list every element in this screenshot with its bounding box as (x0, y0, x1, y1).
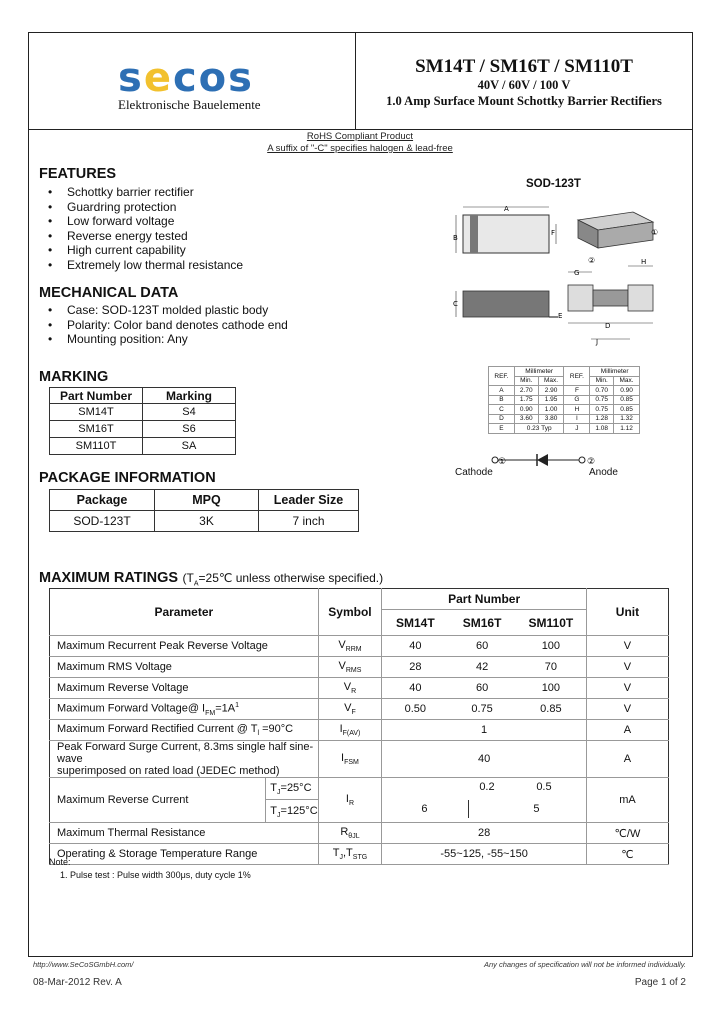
mechanical-list (39, 303, 288, 347)
marking-code: S4 (143, 404, 236, 421)
marking-heading: MARKING (39, 369, 109, 385)
mechanical-item: • Case: SOD-123T molded plastic body (39, 303, 288, 318)
rating-row (50, 636, 669, 657)
dim-cell: 0.70 (590, 386, 614, 396)
dim-cell: F (564, 386, 590, 396)
dim-label-h: H (641, 258, 647, 266)
rating-value: 100 (516, 636, 587, 657)
rating-value: 0.85 (516, 699, 587, 720)
mpq-value: 3K (155, 511, 259, 532)
dim-max: Max. (538, 376, 564, 386)
feature-item: • Guardring protection (39, 200, 243, 215)
rating-value: 42 (448, 657, 516, 678)
reverse-current-row (50, 778, 669, 823)
dim-mm-header: Millimeter (514, 367, 564, 377)
marking-part: SM14T (50, 404, 143, 421)
rating-unit: V (586, 657, 668, 678)
dim-row (489, 424, 640, 434)
rating-value: 40 (382, 636, 449, 657)
ir-125c-b: 5 (533, 802, 540, 815)
marking-part: SM16T (50, 421, 143, 438)
rating-symbol: $V_R$ (318, 678, 382, 699)
dim-cell: I (564, 414, 590, 424)
ratings-header-sm14t: SM14T (382, 610, 449, 636)
anode-label: Anode (589, 467, 618, 478)
dim-cell: 1.12 (614, 424, 640, 434)
rating-param: Maximum Forward Rectified Current @ $T_l =90^\circ C$ (50, 720, 319, 741)
ratings-condition: ($T_A=25℃$ unless otherwise specified.) (182, 571, 384, 588)
package-header-leader-size: Leader Size (259, 490, 359, 511)
ratings-header-parameter: Parameter (50, 589, 319, 636)
pin1-label: ① (651, 228, 659, 237)
dim-label-g: G (574, 269, 580, 277)
dim-cell: 3.80 (538, 414, 564, 424)
dim-cell: 0.90 (614, 386, 640, 396)
dim-cell: 3.60 (514, 414, 538, 424)
rating-symbol: $V_F$ (318, 699, 382, 720)
ir-25c-sm14t-16t: 0.2 (479, 780, 495, 793)
rohs-line-1: RoHS Compliant Product (306, 131, 414, 142)
reverse-current-values (382, 778, 587, 823)
feature-item: • Extremely low thermal resistance (39, 258, 243, 273)
dim-row (489, 405, 640, 415)
header-divider (28, 129, 693, 130)
sym-reverse-current: $I_R$ (318, 778, 382, 823)
rating-unit: V (586, 636, 668, 657)
marking-code: S6 (143, 421, 236, 438)
rating-unit: A (586, 741, 668, 778)
dim-min: Min. (514, 376, 538, 386)
rating-symbol: $V_{RMS}$ (318, 657, 382, 678)
package-table (49, 489, 359, 532)
sym-thermal: $R_{\theta JL}$ (318, 823, 382, 844)
rating-unit: V (586, 678, 668, 699)
dim-label-c: C (453, 300, 458, 308)
dim-cell: 1.95 (538, 395, 564, 405)
diode-symbol (475, 451, 605, 471)
mechanical-item: • Mounting position: Any (39, 332, 288, 347)
marking-code: SA (143, 438, 236, 455)
dim-label-b: B (453, 234, 458, 242)
feature-item: • Schottky barrier rectifier (39, 185, 243, 200)
dim-cell: A (489, 386, 515, 396)
val-temperature: -55~125, -55~150 (382, 844, 587, 865)
dim-cell: J (564, 424, 590, 434)
dim-cell: 2.90 (538, 386, 564, 396)
ratings-header-sm110t: SM110T (516, 610, 587, 636)
dim-cell: 1.28 (590, 414, 614, 424)
product-title: SM14T / SM16T / SM110T (415, 56, 633, 77)
rating-row (50, 678, 669, 699)
feature-item: • Low forward voltage (39, 214, 243, 229)
rohs-line-2: A suffix of "-C" specifies halogen & lead-free (267, 143, 453, 154)
unit-reverse-current: mA (586, 778, 668, 823)
dim-label-f: F (551, 229, 556, 237)
rating-param: Maximum Forward Voltage@ $I_{FM}=1A^1$ (50, 699, 319, 720)
rating-value: 100 (516, 678, 587, 699)
dim-cell: 1.08 (590, 424, 614, 434)
ir-25c-sm110t: 0.5 (536, 780, 552, 793)
rating-row (50, 741, 669, 778)
ir-divider (468, 800, 469, 818)
ratings-heading-line (39, 569, 383, 587)
ratings-header-unit: Unit (586, 589, 668, 636)
rating-value: 0.50 (382, 699, 449, 720)
cathode-label: Cathode (455, 467, 493, 478)
side-view-body (463, 291, 549, 317)
rating-param: Maximum RMS Voltage (50, 657, 319, 678)
val-thermal: 28 (382, 823, 587, 844)
dim-ref-header: REF. (489, 367, 515, 386)
rating-value: 60 (448, 636, 516, 657)
rating-param: Maximum Recurrent Peak Reverse Voltage (50, 636, 319, 657)
marking-row (50, 438, 236, 455)
diode-pin1-label: ① (498, 457, 507, 467)
marking-header-part: Part Number (50, 388, 143, 404)
dim-cell: G (564, 395, 590, 405)
package-value: SOD-123T (50, 511, 155, 532)
rating-unit: V (586, 699, 668, 720)
marking-part: SM110T (50, 438, 143, 455)
marking-row (50, 421, 236, 438)
unit-thermal: ℃/W (586, 823, 668, 844)
dim-cell: 0.23 Typ (514, 424, 564, 434)
dim-cell: 2.70 (514, 386, 538, 396)
pin2-label: ② (588, 256, 596, 265)
product-voltages: 40V / 60V / 100 V (477, 78, 571, 92)
sym-temperature: $T_J,T_{STG}$ (318, 844, 382, 865)
footer-disclaimer: Any changes of specification will not be informed individually. (483, 960, 686, 969)
dim-cell: 0.85 (614, 395, 640, 405)
ratings-header-symbol: Symbol (318, 589, 382, 636)
rating-value: 40 (382, 678, 449, 699)
dim-max-2: Max. (614, 376, 640, 386)
rating-symbol: $I_{FSM}$ (318, 741, 382, 778)
param-thermal: Maximum Thermal Resistance (50, 823, 319, 844)
dim-cell: 0.85 (614, 405, 640, 415)
rating-value: 40 (382, 741, 587, 778)
dim-cell: 1.75 (514, 395, 538, 405)
dim-ref-header-2: REF. (564, 367, 590, 386)
features-list (39, 185, 243, 273)
ratings-header-sm16t: SM16T (448, 610, 516, 636)
dim-row (489, 414, 640, 424)
package-header-package: Package (50, 490, 155, 511)
rating-symbol: $V_{RRM}$ (318, 636, 382, 657)
company-logo: secos (118, 55, 254, 101)
rating-value: 28 (382, 657, 449, 678)
rating-row (50, 720, 669, 741)
dim-cell: 1.00 (538, 405, 564, 415)
mechanical-heading: MECHANICAL DATA (39, 285, 179, 301)
dimension-table (488, 366, 640, 434)
param-reverse-current: Maximum Reverse Current (50, 778, 266, 823)
cond-25c: $T_J=25^\circ C$ (266, 778, 317, 800)
cond-125c: $T_J=125^\circ C$ (270, 805, 318, 820)
dim-cell: 0.90 (514, 405, 538, 415)
dim-cell: 1.32 (614, 414, 640, 424)
package-header-mpq: MPQ (155, 490, 259, 511)
ratings-table (49, 588, 669, 865)
dim-label-d: D (605, 322, 611, 330)
param-temperature: Operating & Storage Temperature Range (50, 844, 319, 865)
dim-row (489, 395, 640, 405)
diagram-package-name: SOD-123T (526, 178, 581, 190)
product-description: 1.0 Amp Surface Mount Schottky Barrier Rectifiers (386, 94, 662, 108)
dim-cell: E (489, 424, 515, 434)
feature-item: • High current capability (39, 243, 243, 258)
marking-row (50, 404, 236, 421)
dim-mm-header-2: Millimeter (590, 367, 640, 377)
package-outline-drawing (448, 198, 670, 348)
mechanical-item: • Polarity: Color band denotes cathode end (39, 318, 288, 333)
ratings-header-part-number: Part Number (382, 589, 587, 610)
dim-cell: B (489, 395, 515, 405)
dim-label-j: J (596, 338, 599, 346)
ir-125c-a: 6 (421, 802, 428, 815)
feature-item: • Reverse energy tested (39, 229, 243, 244)
dim-label-a: A (504, 205, 509, 213)
diode-pin2-label: ② (587, 457, 596, 467)
dim-cell: 0.75 (590, 395, 614, 405)
dim-cell: D (489, 414, 515, 424)
rating-symbol: $I_{F(AV)}$ (318, 720, 382, 741)
cathode-band (470, 215, 478, 253)
reverse-current-conditions (266, 778, 318, 823)
dim-row (489, 386, 640, 396)
features-heading: FEATURES (39, 166, 117, 182)
company-subtitle: Elektronische Bauelemente (118, 97, 261, 112)
rating-param: Maximum Reverse Voltage (50, 678, 319, 699)
dim-label-e: E (558, 312, 563, 320)
dim-min-2: Min. (590, 376, 614, 386)
rating-value: 1 (382, 720, 587, 741)
rating-row (50, 657, 669, 678)
rating-value: 70 (516, 657, 587, 678)
dim-cell: 0.75 (590, 405, 614, 415)
rating-row (50, 699, 669, 720)
leader-size-value: 7 inch (259, 511, 359, 532)
marking-header-marking: Marking (143, 388, 236, 404)
footer-page: Page 1 of 2 (634, 977, 686, 988)
notes-label: Note: (49, 857, 71, 867)
ratings-heading: MAXIMUM RATINGS (39, 570, 179, 586)
footer-date: 08-Mar-2012 Rev. A (33, 977, 122, 988)
rating-value: 60 (448, 678, 516, 699)
rating-param: Peak Forward Surge Current, 8.3ms single half sine-wave superimposed on rated load (JEDEC method) (50, 741, 319, 778)
dim-cell: H (564, 405, 590, 415)
unit-temperature: ℃ (586, 844, 668, 865)
rating-value: 0.75 (448, 699, 516, 720)
footer-url[interactable]: http://www.SeCoSGmbH.com/ (33, 960, 134, 969)
marking-table (49, 387, 236, 455)
dim-cell: C (489, 405, 515, 415)
note-1: 1. Pulse test : Pulse width 300μs, duty cycle 1% (60, 870, 251, 880)
rating-unit: A (586, 720, 668, 741)
package-heading: PACKAGE INFORMATION (39, 470, 216, 486)
